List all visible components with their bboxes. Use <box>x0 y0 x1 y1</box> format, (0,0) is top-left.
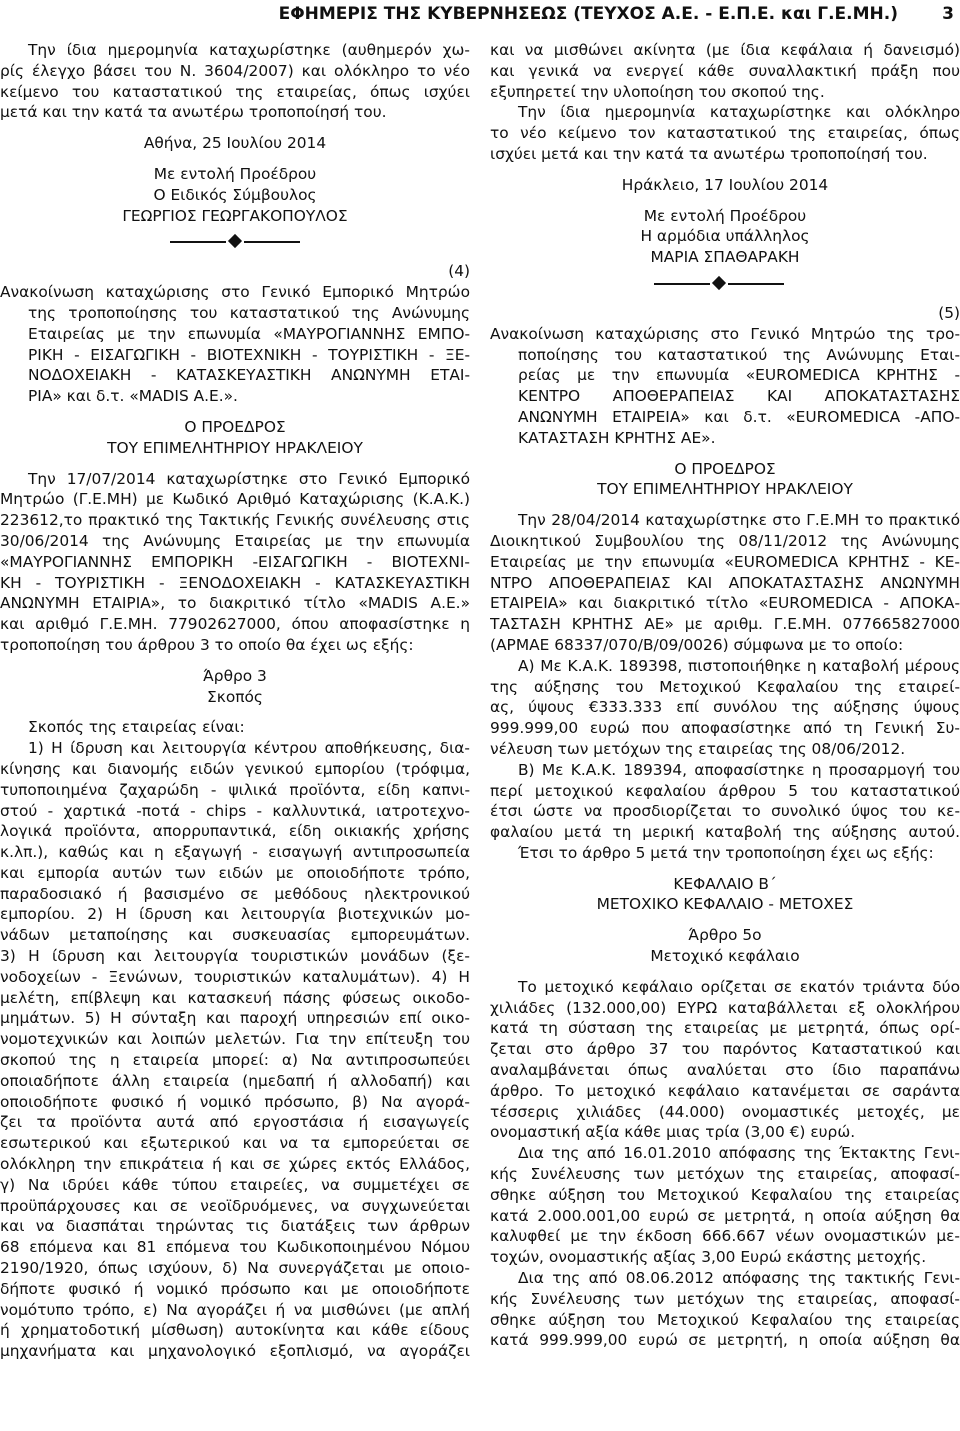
text-line: οποιαδήποτε άλλη εταιρεία (ημεδαπή ή αλλοδαπή) και <box>0 1071 470 1090</box>
text-line: Το μετοχικό κεφάλαιο ορίζεται σε εκατόν τριάντα δύο <box>518 977 960 996</box>
announcement-title-line: Ανακοίνωση καταχώρισης στο Γενικό Μητρώο της τρο- <box>490 324 960 343</box>
text-line: σκοπού της η εταιρεία μπορεί: α) Να αντιπροσωπεύει <box>0 1051 470 1070</box>
text-line: και να διασπάται τηρώντας τις διατάξεις των άρθρων <box>0 1217 470 1236</box>
text-line: κατά 2.000.001,00 ευρώ σε μετρητά, η οποία αύξηση θα <box>490 1206 960 1225</box>
text-line: 3) Η ίδρυση και λειτουργία τουριστικών μονάδων (ξε- <box>0 947 470 966</box>
text-line: Μητρώο (Γ.Ε.ΜΗ) με Κωδικό Αριθμό Καταχώρισης (Κ.Α.Κ.) <box>0 490 470 509</box>
issuer-heading: ΤΟΥ ΕΠΙΜΕΛΗΤΗΡΙΟΥ ΗΡΑΚΛΕΙΟΥ <box>597 480 853 499</box>
issuer-heading: ΤΟΥ ΕΠΙΜΕΛΗΤΗΡΙΟΥ ΗΡΑΚΛΕΙΟΥ <box>107 438 363 457</box>
text-line: μετά και την κατά τα ανωτέρω τροποποίησή του. <box>0 103 387 122</box>
text-line: καλυφθεί με την έκδοση 666.667 νέων ονομαστικών με- <box>490 1227 960 1246</box>
signature-line: Η αρμόδια υπάλληλος <box>640 227 810 246</box>
text-line: νομοτεχνικών και λοιπών μελετών. Για την επίτευξη του <box>0 1030 470 1049</box>
announcement-title-line: Ανακοίνωση καταχώρισης στο Γενικό Εμπορικό Μητρώο <box>0 283 470 302</box>
text-line: γ) Να ιδρύει κάθε τύπου εταιρείες, να συμμετέχει σε <box>0 1175 470 1194</box>
text-line: Α) Με Κ.Α.Κ. 189398, πιστοποιήθηκε η καταβολή μέρους <box>518 656 960 675</box>
text-line: ας, ύψους €333.333 επί συνόλου της αύξησης ύψους <box>490 698 960 717</box>
text-line: σθηκε αύξηση του Μετοχικού Κεφαλαίου της εταιρείας <box>490 1185 960 1204</box>
text-line: «ΜΑΥΡΟΓΙΑΝΝΗΣ ΕΜΠΟΡΙΚΗ -ΕΙΣΑΓΩΓΙΚΗ - ΒΙΟΤΕΧΝΙ- <box>0 552 470 571</box>
signatory-name: ΜΑΡΙΑ ΣΠΑΘΑΡΑΚΗ <box>650 248 800 267</box>
text-line: κατά τη σύσταση της εταιρείας με μετρητά, όπως ορί- <box>490 1019 960 1038</box>
text-line: προϋπάρχουσες και σε νεοϊδρυόμενες, να συγχωνεύεται <box>0 1196 470 1215</box>
text-line: ζει τα προϊόντα αυτά από εργοστάσια ή εισαγωγείς <box>0 1113 470 1132</box>
text-line: τοχών, ονομαστικής αξίας 3,00 Ευρώ εκάστης μετοχής. <box>490 1248 927 1267</box>
announcement-number: (5) <box>938 303 960 322</box>
text-line: το νέο κείμενο τον καταστατικού της εταιρείας, όπως <box>490 124 960 143</box>
announcement-title-line: ΡΙΚΗ - ΕΙΣΑΓΩΓΙΚΗ - ΒΙΟΤΕΧΝΙΚΗ - ΤΟΥΡΙΣΤΙΚΗ - ΞΕ- <box>28 345 470 364</box>
signature-date: Αθήνα, 25 Ιουλίου 2014 <box>143 134 327 153</box>
text-line: έτσι ώστε να προσδιορίζεται το συνολικό ύψος του κε- <box>490 802 960 821</box>
text-line: σθηκε αύξηση του Μετοχικού Κεφαλαίου της εταιρείας <box>490 1310 960 1329</box>
article-heading: Άρθρο 3 <box>203 666 267 685</box>
article-heading: Σκοπός <box>207 687 263 706</box>
signature-line: Ο Ειδικός Σύμβουλος <box>153 185 317 204</box>
text-line: 68 επόμενα και 81 επόμενα του Κωδικοποιημένου Νόμου <box>0 1238 470 1257</box>
text-line: μημάτων. 5) Η σύνταξη και παροχή υπηρεσιών επί οικο- <box>0 1009 470 1028</box>
text-line: και αριθμό Γ.Ε.ΜΗ. 77902627000, όπου αποφασίστηκε η <box>0 615 470 634</box>
text-line: ΤΑΣΤΑΣΗ ΚΡΗΤΗΣ ΑΕ» με αριθμ. Γ.Ε.ΜΗ. 077665827000 <box>490 615 960 634</box>
text-line: και να μισθώνει ακίνητα (με ίδια κεφάλαια ή δανεισμό) <box>490 41 960 59</box>
right-column <box>490 40 960 1351</box>
text-line: δήποτε φυσικό ή νομικό πρόσωπο και με οποιοδήποτε <box>0 1279 470 1298</box>
signatory-name: ΓΕΩΡΓΙΟΣ ΓΕΩΡΓΑΚΟΠΟΥΛΟΣ <box>122 206 348 225</box>
section-divider <box>490 273 960 293</box>
text-line: Έτσι το άρθρο 5 μετά την τροποποίηση έχει ως εξής: <box>518 843 934 862</box>
text-line: Την 28/04/2014 καταχωρίστηκε στο Γ.Ε.ΜΗ το πρακτικό <box>518 511 960 530</box>
text-line: Δια της από 08.06.2012 απόφασης της τακτικής Γενι- <box>518 1269 960 1288</box>
text-line: μηχανήματα και μηχανολογικό εξοπλισμό, να αγοράζει <box>0 1342 470 1361</box>
announcement-title-line: ποποίησης του καταστατικού της Ανώνυμης Εται- <box>518 345 960 364</box>
text-line: κής Συνέλευσης των μετόχων της εταιρείας, αποφασί- <box>490 1289 960 1308</box>
text-line: Την ίδια ημερομηνία καταχωρίστηκε (αυθημερόν χω- <box>28 41 470 59</box>
text-line: οποιοδήποτε φυσικό ή νομικό πρόσωπο, β) Να αγορά- <box>0 1092 470 1111</box>
text-line: κ.λπ.), καθώς και η εξαγωγή - εισαγωγή αντιπροσωπεία <box>0 843 470 862</box>
text-line: εσωτερικού και εξωτερικού και να τα εμπορεύεται σε <box>0 1134 470 1153</box>
announcement-title-line: ΚΑΤΑΣΤΑΣΗ ΚΡΗΤΗΣ ΑΕ». <box>518 428 716 447</box>
text-line: 223612,το πρακτικό της Τακτικής Γενικής συνέλευσης στις <box>0 511 470 530</box>
text-line: νέλευση των μετόχων της εταιρείας της 08/06/2012. <box>490 739 906 758</box>
text-line: ρίς έλεγχο βάσει του Ν. 3604/2007) και ολόκληρο το νέο <box>0 61 470 80</box>
text-line: Β) Με Κ.Α.Κ. 189394, αποφασίστηκε η προσαρμογή του <box>518 760 960 779</box>
left-column <box>0 40 470 1362</box>
gazette-title: ΕΦΗΜΕΡΙΣ ΤΗΣ ΚΥΒΕΡΝΗΣΕΩΣ (ΤΕΥΧΟΣ Α.Ε. - Ε.Π.Ε. και Γ.Ε.ΜΗ.) <box>278 4 898 24</box>
text-line: 2190/1920, όπως ισχύουν, δ) Να συνεργάζεται με οποιο- <box>0 1259 470 1278</box>
article-heading: Μετοχικό κεφάλαιο <box>650 947 800 966</box>
text-line: ΚΗ - ΤΟΥΡΙΣΤΙΚΗ - ΞΕΝΟΔΟΧΕΙΑΚΗ - ΚΑΤΑΣΚΕΥΑΣΤΙΚΗ <box>0 573 470 592</box>
text-line: λογικά προϊόντα, απορρυπαντικά, είδη οικιακής χρήσης <box>0 822 470 841</box>
announcement-title-line: ΚΕΝΤΡΟ ΑΠΟΘΕΡΑΠΕΙΑΣ ΚΑΙ ΑΠΟΚΑΤΑΣΤΑΣΗΣ <box>518 387 960 406</box>
announcement-title-line: της τροποποίησης του καταστατικού της Ανώνυμης <box>28 303 470 322</box>
text-line: τέσσερις χιλιάδες (44.000) ονομαστικές μετοχές, με <box>490 1102 960 1121</box>
text-line: της αύξησης του Μετοχικού Κεφαλαίου της εταιρεί- <box>490 677 960 696</box>
page-number: 3 <box>942 4 954 24</box>
text-line: φαλαίου μετά τη μερική καταβολή της αύξησης αυτού. <box>490 823 960 842</box>
text-line: 30/06/2014 της Ανώνυμης Εταιρείας με την επωνυμία <box>0 531 470 550</box>
text-line: ΝΤΡΟ ΑΠΟΘΕΡΑΠΕΙΑΣ ΚΑΙ ΑΠΟΚΑΤΑΣΤΑΣΗΣ ΑΝΩΝΥΜΗ <box>490 573 960 592</box>
text-line: παραδοσιακό ή βασισμένο σε μεθόδους ηλεκτρονικού <box>0 884 470 903</box>
text-line: εξυπηρετεί την υλοποίηση του σκοπού της. <box>490 82 825 101</box>
text-line: κείμενο του καταστατικού της εταιρείας, όπως ισχύει <box>0 82 470 101</box>
announcement-title-line: ρείας με την επωνυμία «EUROMEDICA ΚΡΗΤΗΣ - <box>518 366 960 385</box>
text-line: κής Συνέλευσης των μετόχων της εταιρείας, αποφασί- <box>490 1165 960 1184</box>
signature-line: Με εντολή Προέδρου <box>643 206 807 225</box>
announcement-title-line: ΝΟΔΟΧΕΙΑΚΗ - ΚΑΤΑΣΚΕΥΑΣΤΙΚΗ ΑΝΩΝΥΜΗ ΕΤΑΙ- <box>28 366 470 385</box>
section-divider <box>0 231 470 251</box>
text-line: περί μετοχικού κεφαλαίου άρθρου 5 του καταστατικού <box>490 781 960 800</box>
text-line: ή χρηματοδοτική μίσθωση) αυτοκίνητα και κάθε είδους <box>0 1321 470 1340</box>
text-line: τροποποίηση του άρθρου 3 το οποίο θα έχει ως εξής: <box>0 635 414 654</box>
text-line: Δια της από 16.01.2010 απόφασης της Έκτακτης Γενι- <box>518 1144 960 1163</box>
chapter-heading: ΜΕΤΟΧΙΚΟ ΚΕΦΑΛΑΙΟ - ΜΕΤΟΧΕΣ <box>596 895 854 914</box>
text-line: εμπορίου. 2) Η ίδρυση και λειτουργία βιοτεχνικών μο- <box>0 905 470 924</box>
text-line: ονομαστική αξία κάθε μιας τρία (3,00 €) ευρώ. <box>490 1123 856 1142</box>
text-line: ζεται στο άρθρο 37 του παρόντος Καταστατικού και <box>490 1040 960 1059</box>
text-line: Την 17/07/2014 καταχωρίστηκε στο Γενικό Εμπορικό <box>28 469 470 488</box>
text-line: μελέτη, επίβλεψη και κατασκευή πάσης φύσεως οικοδο- <box>0 988 470 1007</box>
text-line: (ΑΡΜΑΕ 68337/070/Β/09/0026) σύμφωνα με το οποίο: <box>490 635 904 654</box>
chapter-heading: ΚΕΦΑΛΑΙΟ Β΄ <box>673 874 777 893</box>
text-line: Σκοπός της εταιρείας είναι: <box>28 718 245 737</box>
text-line: Την ίδια ημερομηνία καταχωρίστηκε και ολόκληρο <box>518 103 960 122</box>
text-line: χιλιάδες (132.000,00) ΕΥΡΩ καταβάλλεται εξ ολοκλήρου <box>490 998 960 1017</box>
text-line: Διοικητικού Συμβουλίου της 08/11/2012 της Ανώνυμης <box>490 531 960 550</box>
announcement-title-line: ΡΙΑ» και δ.τ. «MADIS Α.Ε.». <box>28 387 238 406</box>
signature-date: Ηράκλειο, 17 Ιουλίου 2014 <box>621 175 829 194</box>
article-heading: Άρθρο 5ο <box>688 926 762 945</box>
announcement-title-line: ΑΝΩΝΥΜΗ ΕΤΑΙΡΕΙΑ» και δ.τ. «EUROMEDICA -ΑΠΟ- <box>518 407 960 426</box>
text-line: νάδων μεταποίησης και συσκευασίας εμπορευμάτων. <box>0 926 470 945</box>
signature-line: Με εντολή Προέδρου <box>153 164 317 183</box>
text-line: αναλαμβάνεται όπως αναλύεται στο ίδιο παραπάνω <box>490 1061 960 1080</box>
text-line: νοδοχείων - Ξενώνων, τουριστικών καταλυμάτων). 4) Η <box>0 967 470 986</box>
text-line: κίνησης και διανομής ειδών γενικού εμπορίου (τρόφιμα, <box>0 759 470 778</box>
text-line: άρθρο. Το μετοχικό κεφάλαιο κατανέμεται σε σαράντα <box>490 1081 960 1100</box>
page-header <box>0 4 960 34</box>
text-line: 1) Η ίδρυση και λειτουργία κέντρου αποθήκευσης, δια- <box>28 739 470 758</box>
announcement-title-line: Εταιρείας με την επωνυμία «ΜΑΥΡΟΓΙΑΝΝΗΣ ΕΜΠΟ- <box>28 324 470 343</box>
text-line: νομότυπο τρόπο, ε) Να αγοράζει ή να μισθώνει (με απλή <box>0 1300 470 1319</box>
text-line: 999.999,00 ευρώ που αποφασίστηκε από τη Γενική Συ- <box>490 719 960 738</box>
issuer-heading: Ο ΠΡΟΕΔΡΟΣ <box>674 459 776 478</box>
announcement-number: (4) <box>448 262 470 281</box>
text-line: στού - χαρτικά -ποτά - chips - καλλυντικά, ιατροτεχνο- <box>0 801 470 820</box>
text-line: κατά 999.999,00 ευρώ σε μετρητή, η οποία αύξηση θα <box>490 1331 960 1350</box>
text-line: ΕΤΑΙΡΕΙΑ» και διακριτικό τίτλο «EUROMEDICA - ΑΠΟΚΑ- <box>490 594 960 613</box>
text-line: και εμπορία αυτών των ειδών με οποιοδήποτε τρόπο, <box>0 863 470 882</box>
text-line: ΑΝΩΝΥΜΗ ΕΤΑΙΡΙΑ», το διακριτικό τίτλο «MADIS Α.Ε.» <box>0 594 470 613</box>
text-line: ολόκληρη την επικράτεια ή και σε χώρες εκτός Ελλάδος, <box>0 1155 470 1174</box>
text-line: ισχύει μετά και την κατά τα ανωτέρω τροποποίησή του. <box>490 144 928 163</box>
text-line: τυποποιημένα ζαχαρώδη - ψιλικά προϊόντα, είδη καπνι- <box>0 780 470 799</box>
issuer-heading: Ο ΠΡΟΕΔΡΟΣ <box>184 417 286 436</box>
text-line: και γενικά να ενεργεί κάθε συναλλακτική πράξη που <box>490 61 960 80</box>
text-line: Εταιρείας με την επωνυμία «EUROMEDICA ΚΡΗΤΗΣ - ΚΕ- <box>490 552 960 571</box>
